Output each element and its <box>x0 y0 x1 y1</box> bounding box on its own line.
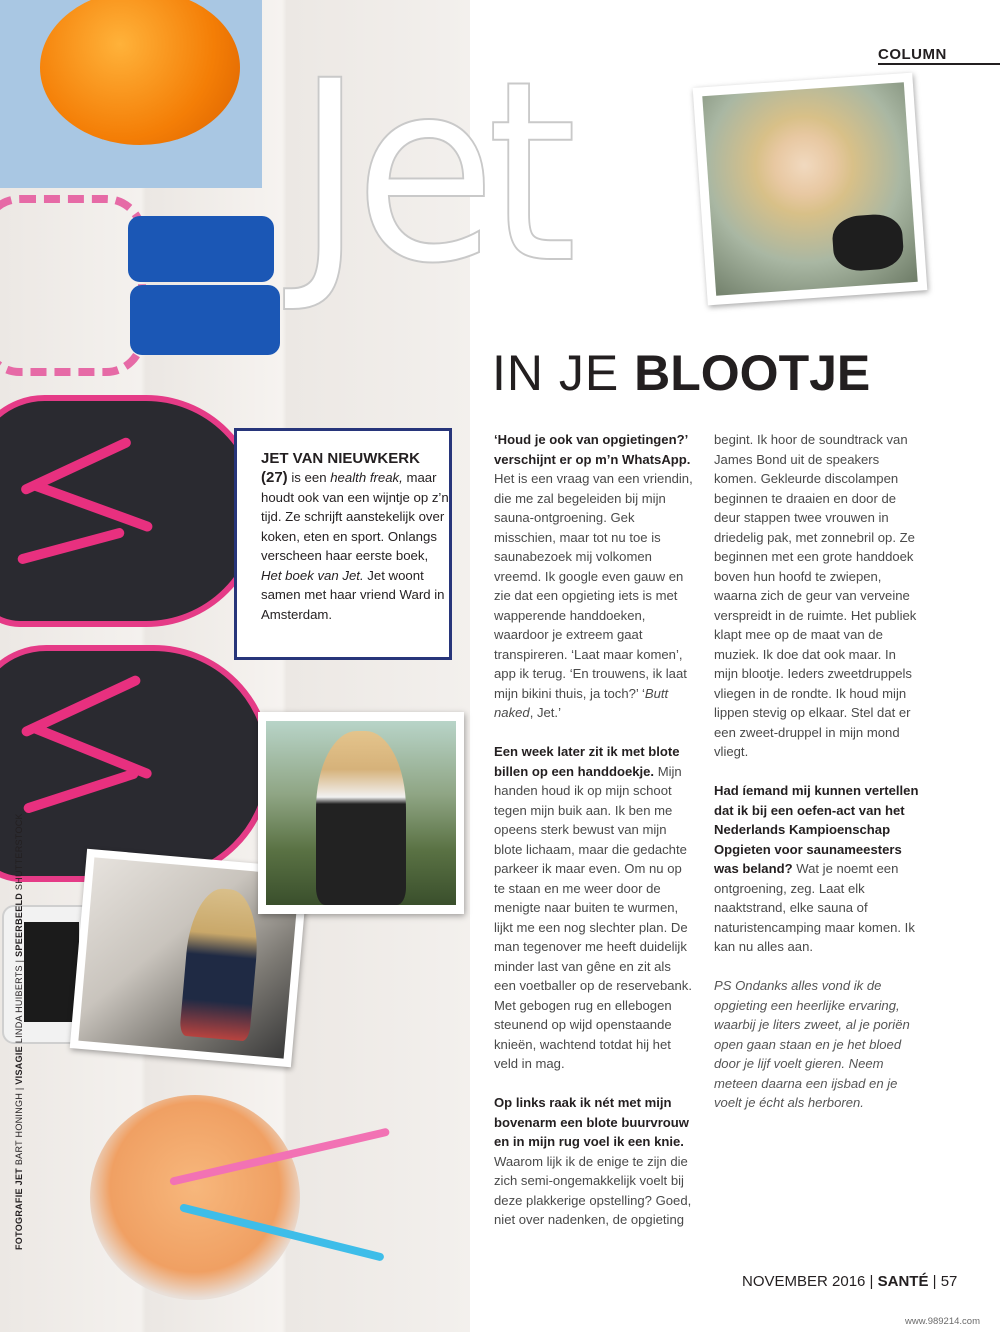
sneaker-image <box>0 645 272 882</box>
author-name: JET VAN NIEUWKERK (27) <box>261 450 420 486</box>
paragraph-2: Een week later zit ik met blote billen op een handdoekje. Mijn handen houd ik op mijn schoot tegen mijn buik aan. Ik ben me opeens sterk bewust van mijn blote lichaam, maar die gedachte parkeer ik maar even. Om nu op te staan en me weer door de menigte naar buiten te wurmen, lijkt me een nog slechter plan. De man tegenover me heeft duidelijk minder last van gêne en zit als een voetballer op de reservebank. Met gebogen rug en ellebogen steunend op wijd openstaande knieën, wachtend totdat hij het veld in mag. <box>494 744 692 1071</box>
photo-credit: FOTOGRAFIE JET BART HONINGH | VISAGIE LINDA HUIBERTS | SPEERBEELD SHUTTERSTOCK <box>14 813 24 1250</box>
photo-jacket <box>258 712 464 914</box>
headline-part1: IN JE <box>492 345 635 401</box>
headline <box>492 345 871 401</box>
smoothie-image <box>90 1095 300 1300</box>
page-folio: NOVEMBER 2016 | SANTÉ | 57 <box>742 1273 958 1290</box>
watermark: www.989214.com <box>905 1316 980 1327</box>
author-bio-box <box>234 428 452 660</box>
paragraph-3: Op links raak ik nét met mijn bovenarm een blote buurvrouw en in mijn rug voel ik een knie. Waarom lijk ik de enige te zijn die zich semi-ongemakkelijk voelt bij deze plakkerige opstelling? Goed, niet over nadenken, de opgieting <box>494 1095 692 1227</box>
bio-text: is een health freak, maar houdt ook van een wijntje op z’n tijd. Ze schrijft aanstekelijk over koken, eten en sport. Onlangs verscheen haar eerste boek, Het boek van Jet. Jet woont samen met haar vriend Ward in Amsterdam. <box>261 470 449 622</box>
article-column-1 <box>494 430 694 1230</box>
section-rule <box>878 63 1000 65</box>
article-column-2 <box>714 430 919 1132</box>
big-title: Jet <box>296 27 568 318</box>
section-label: COLUMN <box>878 46 947 63</box>
paragraph-1: ‘Houd je ook van opgietingen?’ verschijnt er op m’n WhatsApp. Het is een vraag van een vriendin, die me zal begeleiden bij mijn sauna-ontgroening. Gek misschien, maar tot nu toe is saunabezoek mij volkomen vreemd. Ik google even gauw en zie dat een opgieting iets is met wapperende handdoeken, waardoor je extreem gaat transpireren. ‘Laat maar komen’, app ik terug. ‘En trouwens, ik laat mijn bikini thuis, ja toch?’ ‘Butt naked, Jet.’ <box>494 432 693 720</box>
headline-part2: BLOOTJE <box>634 345 871 401</box>
sneaker-image <box>0 395 262 627</box>
postscript: PS Ondanks alles vond ik de opgieting een heerlijke ervaring, waarbij je liters zweet, al je poriën open gaan staan en je het bloed door je lijf voelt gieren. Neem meteen daarna een ijsbad en je voelt je écht als herboren. <box>714 978 910 1110</box>
paragraph-4: Had íemand mij kunnen vertellen dat ik bij een oefen-act van het Nederlands Kampioenschap Opgieten voor saunameesters was beland? Wat je noemt een ontgroening, zeg. Laat elk naaktstrand, elke sauna of naturistencamping maar komen. Ik kan nu alles aan. <box>714 783 919 954</box>
jump-rope-handle <box>130 285 280 355</box>
paragraph-3-cont: begint. Ik hoor de soundtrack van James Bond uit de speakers komen. Gekleurde discolampen beginnen te draaien en door de deur stappen twee vrouwen in driedelig pak, met zonnebril op. Ze beginnen met een grote handdoek boven hun hoofd te zwiepen, waarna zich de geur van verveine verspreidt in de ruimte. Het publiek klapt mee op de maat van de muziek. Ik doe dat ook maar. In mijn blootje. Ieders zweetdruppels vliegen in de rondte. Ik houd mijn lippen stevig op elkaar. Stel dat er een zweet-druppel in mijn mond vliegt. <box>714 432 917 759</box>
jump-rope-image <box>0 195 146 376</box>
jump-rope-handle <box>128 216 274 282</box>
photo-portrait <box>693 73 928 306</box>
